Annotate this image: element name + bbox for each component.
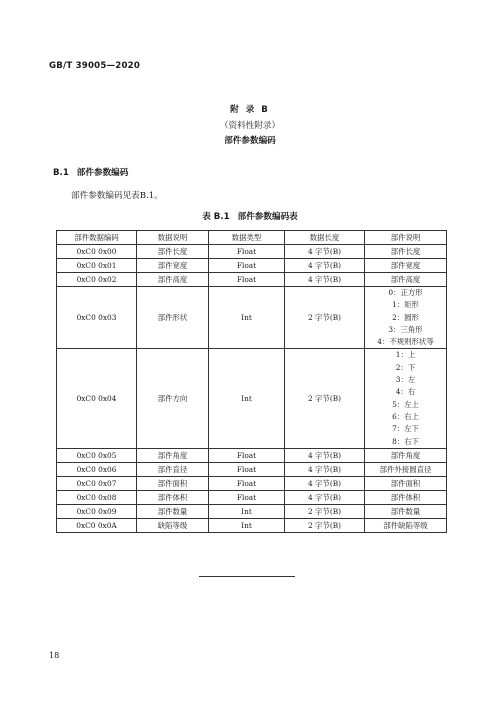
- cell-part-description: [365, 245, 447, 259]
- section-heading: [53, 166, 128, 178]
- part-description-line: 部件体积: [390, 492, 421, 502]
- table-row: [57, 287, 447, 349]
- cell-description: 部件宽度: [137, 259, 209, 273]
- cell-data-type: Float: [209, 448, 285, 462]
- table-row: [57, 518, 447, 532]
- part-description-line: 部件数量: [390, 506, 421, 516]
- part-description-line: 部件高度: [390, 275, 421, 284]
- cell-description: 部件长度: [137, 245, 209, 259]
- part-description-line: 0：正方形: [388, 288, 423, 297]
- table-row: [57, 273, 447, 287]
- annex-name: 部件参数编码: [224, 136, 276, 146]
- cell-data-type: Int: [209, 504, 285, 518]
- cell-description: 部件角度: [137, 448, 209, 462]
- part-description-line: 部件长度: [390, 247, 421, 256]
- cell-code: 0xC0 0x01: [57, 259, 137, 273]
- cell-part-description: [365, 462, 447, 476]
- table-row: [57, 259, 447, 273]
- cell-part-description: [365, 476, 447, 490]
- table-row: [57, 490, 447, 504]
- cell-data-type: Int: [209, 349, 285, 448]
- cell-data-type: Int: [209, 287, 285, 349]
- cell-description: 部件体积: [137, 490, 209, 504]
- cell-description: 部件面积: [137, 476, 209, 490]
- cell-description: 部件数量: [137, 504, 209, 518]
- cell-description: 部件形状: [137, 287, 209, 349]
- part-description-line: 3：左: [395, 375, 416, 385]
- cell-data-length: 2 字节(B): [285, 504, 365, 518]
- part-description-line: 5：左上: [392, 399, 419, 409]
- table-header-row: [57, 231, 447, 245]
- cell-code: 0xC0 0x02: [57, 273, 137, 287]
- cell-data-type: Int: [209, 518, 285, 532]
- table-row: [57, 349, 447, 448]
- part-description-line: 部件宽度: [390, 261, 421, 270]
- part-description-line: 部件角度: [390, 450, 421, 460]
- cell-code: 0xC0 0x03: [57, 287, 137, 349]
- annex-type: （资料性附录）: [219, 121, 281, 131]
- table-row: [57, 504, 447, 518]
- cell-data-length: 4 字节(B): [285, 259, 365, 273]
- footer-rule: [199, 576, 295, 577]
- cell-data-type: Float: [209, 490, 285, 504]
- cell-part-description: [365, 287, 447, 349]
- part-description-line: 2：圆形: [392, 312, 419, 322]
- part-description-line: 部件面积: [390, 478, 421, 488]
- cell-code: 0xC0 0x06: [57, 462, 137, 476]
- section-number: B.1: [53, 168, 69, 178]
- cell-code: 0xC0 0x04: [57, 349, 137, 448]
- part-description-line: 8：右下: [392, 436, 419, 446]
- part-description-line: 部件外接圆直径: [379, 464, 432, 474]
- cell-description: 部件直径: [137, 462, 209, 476]
- table-row: [57, 476, 447, 490]
- cell-part-description: [365, 448, 447, 462]
- cell-data-type: Float: [209, 476, 285, 490]
- standard-number: GB/T 39005—2020: [49, 61, 141, 71]
- cell-data-length: 2 字节(B): [285, 349, 365, 448]
- part-description-line: 1：矩形: [392, 300, 419, 310]
- column-header: 部件数据编码: [57, 231, 137, 245]
- cell-data-length: 4 字节(B): [285, 462, 365, 476]
- cell-code: 0xC0 0x05: [57, 448, 137, 462]
- body-paragraph: 部件参数编码见表B.1。: [71, 191, 163, 201]
- cell-data-length: 4 字节(B): [285, 273, 365, 287]
- part-description-line: 2：下: [395, 362, 416, 372]
- cell-data-length: 4 字节(B): [285, 448, 365, 462]
- cell-code: 0xC0 0x07: [57, 476, 137, 490]
- page-number: 18: [49, 651, 60, 660]
- part-description-line: 3：三角形: [388, 324, 423, 334]
- cell-data-length: 4 字节(B): [285, 490, 365, 504]
- part-description-line: 6：右上: [392, 411, 419, 421]
- section-title: 部件参数编码: [76, 168, 129, 178]
- table-caption-title: 部件参数编码表: [237, 212, 298, 222]
- cell-code: 0xC0 0x09: [57, 504, 137, 518]
- cell-data-length: 4 字节(B): [285, 245, 365, 259]
- cell-data-type: Float: [209, 462, 285, 476]
- cell-code: 0xC0 0x08: [57, 490, 137, 504]
- cell-part-description: [365, 490, 447, 504]
- parameter-code-table: [56, 230, 447, 533]
- table-row: [57, 245, 447, 259]
- part-description-line: 4：不规则形状等: [377, 337, 434, 347]
- column-header: 数据说明: [137, 231, 209, 245]
- cell-data-type: Float: [209, 245, 285, 259]
- table-caption-number: 表 B.1: [202, 212, 230, 222]
- table-row: [57, 448, 447, 462]
- cell-part-description: [365, 273, 447, 287]
- part-description-line: 4：右: [395, 387, 416, 397]
- cell-code: 0xC0 0x0A: [57, 518, 137, 532]
- table-caption: [0, 210, 500, 222]
- part-description-line: 7：左下: [392, 424, 419, 434]
- cell-part-description: [365, 518, 447, 532]
- cell-data-type: Float: [209, 273, 285, 287]
- column-header: 数据类型: [209, 231, 285, 245]
- cell-data-length: 2 字节(B): [285, 518, 365, 532]
- column-header: 数据长度: [285, 231, 365, 245]
- cell-code: 0xC0 0x00: [57, 245, 137, 259]
- table-row: [57, 462, 447, 476]
- cell-data-type: Float: [209, 259, 285, 273]
- column-header: 部件说明: [365, 231, 447, 245]
- part-description-line: 部件缺陷等级: [383, 520, 428, 530]
- cell-data-length: 2 字节(B): [285, 287, 365, 349]
- table-body: [57, 245, 447, 533]
- cell-part-description: [365, 504, 447, 518]
- annex-title: 附 录 B: [230, 105, 270, 115]
- cell-part-description: [365, 349, 447, 448]
- cell-description: 缺陷等级: [137, 518, 209, 532]
- part-description-line: 1：上: [395, 350, 416, 360]
- cell-description: 部件高度: [137, 273, 209, 287]
- cell-part-description: [365, 259, 447, 273]
- cell-data-length: 4 字节(B): [285, 476, 365, 490]
- cell-description: 部件方向: [137, 349, 209, 448]
